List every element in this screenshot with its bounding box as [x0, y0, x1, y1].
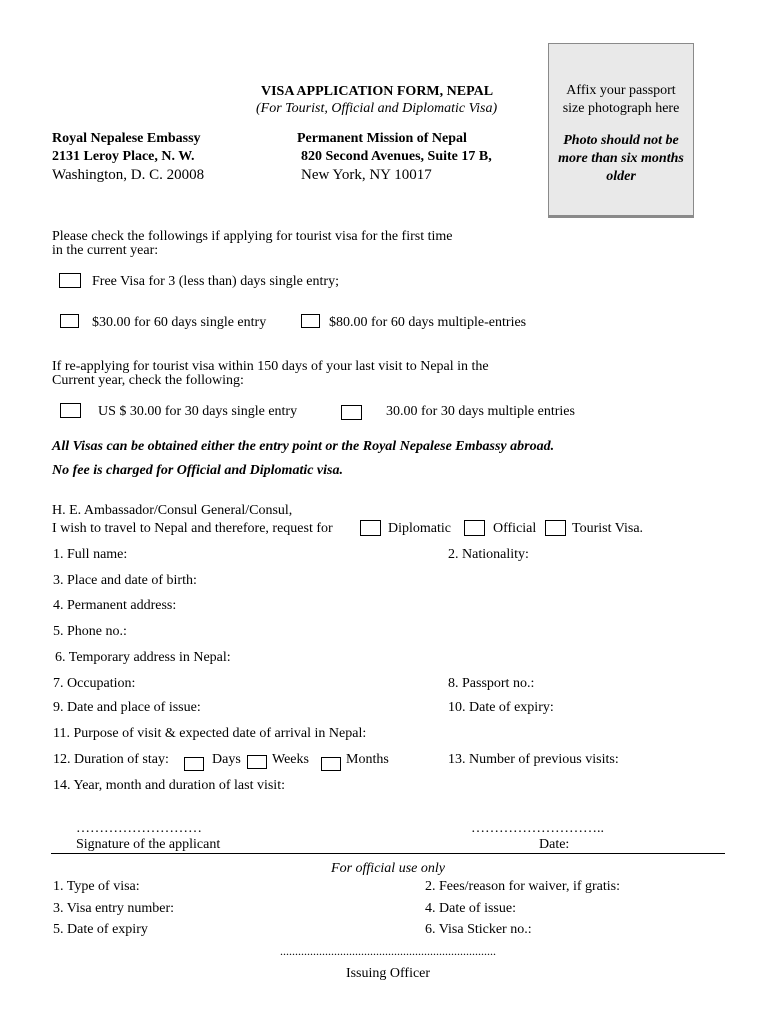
duration-weeks-checkbox[interactable] — [247, 755, 267, 769]
free-visa-label: Free Visa for 3 (less than) days single entry; — [92, 274, 339, 289]
official-label: Official — [493, 521, 537, 536]
embassy-city: Washington, D. C. 20008 — [52, 167, 205, 183]
signature-dots: ……………………… — [76, 821, 202, 836]
tourist-label: Tourist Visa. — [572, 521, 644, 536]
tourist-checkbox[interactable] — [545, 520, 566, 536]
date-label: Date: — [539, 837, 570, 852]
photo-note-2: more than six months — [558, 151, 684, 166]
mission-city: New York, NY 10017 — [301, 167, 432, 183]
reapply-single-label: US $ 30.00 for 30 days single entry — [98, 404, 298, 419]
salutation: H. E. Ambassador/Consul General/Consul, — [52, 503, 293, 518]
field-issue: 9. Date and place of issue: — [53, 700, 201, 715]
field-full-name: 1. Full name: — [53, 547, 128, 562]
field-duration: 12. Duration of stay: — [53, 752, 169, 767]
photo-instruction-1: Affix your passport — [566, 83, 676, 98]
visa-30-checkbox[interactable] — [60, 314, 79, 328]
reapply-multiple-checkbox[interactable] — [341, 405, 362, 420]
embassy-street: 2131 Leroy Place, N. W. — [52, 149, 195, 164]
note-no-fee: No fee is charged for Official and Diplomatic visa. — [52, 463, 343, 478]
official-entry-number: 3. Visa entry number: — [53, 901, 174, 916]
reapply-intro-1: If re-applying for tourist visa within 150 days of your last visit to Nepal in the — [52, 359, 489, 374]
visa-80-checkbox[interactable] — [301, 314, 320, 328]
field-passport-no: 8. Passport no.: — [448, 676, 535, 691]
duration-days-checkbox[interactable] — [184, 757, 204, 771]
diplomatic-label: Diplomatic — [388, 521, 451, 536]
field-previous-visits: 13. Number of previous visits: — [448, 752, 619, 767]
field-permanent-address: 4. Permanent address: — [53, 598, 177, 613]
photo-placeholder — [548, 43, 694, 218]
official-date-of-issue: 4. Date of issue: — [425, 901, 516, 916]
duration-weeks-label: Weeks — [272, 752, 309, 767]
diplomatic-checkbox[interactable] — [360, 520, 381, 536]
official-fees: 2. Fees/reason for waiver, if gratis: — [425, 879, 620, 894]
reapply-multiple-label: 30.00 for 30 days multiple entries — [386, 404, 575, 419]
free-visa-checkbox[interactable] — [59, 273, 81, 288]
request-text: I wish to travel to Nepal and therefore, request for — [52, 521, 333, 536]
field-nationality: 2. Nationality: — [448, 547, 529, 562]
field-occupation: 7. Occupation: — [53, 676, 136, 691]
form-title: VISA APPLICATION FORM, NEPAL — [261, 84, 494, 99]
photo-note-3: older — [606, 169, 636, 184]
photo-instruction-2: size photograph here — [562, 101, 680, 116]
reapply-single-checkbox[interactable] — [60, 403, 81, 418]
official-checkbox[interactable] — [464, 520, 485, 536]
field-phone: 5. Phone no.: — [53, 624, 127, 639]
field-birth: 3. Place and date of birth: — [53, 573, 197, 588]
field-expiry: 10. Date of expiry: — [448, 700, 554, 715]
official-use-heading: For official use only — [331, 861, 445, 876]
reapply-intro-2: Current year, check the following: — [52, 373, 244, 388]
embassy-name: Royal Nepalese Embassy — [52, 131, 201, 146]
signature-label: Signature of the applicant — [76, 837, 221, 852]
note-entry-point: All Visas can be obtained either the entry point or the Royal Nepalese Embassy abroad. — [52, 439, 555, 454]
official-date-of-expiry: 5. Date of expiry — [53, 922, 148, 937]
field-purpose: 11. Purpose of visit & expected date of arrival in Nepal: — [53, 726, 367, 741]
visa-30-label: $30.00 for 60 days single entry — [92, 315, 267, 330]
issuing-officer-label: Issuing Officer — [345, 966, 431, 981]
duration-days-label: Days — [212, 752, 241, 767]
first-time-intro-1: Please check the followings if applying for tourist visa for the first time — [52, 229, 453, 244]
form-subtitle: (For Tourist, Official and Diplomatic Visa) — [256, 101, 498, 116]
field-temporary-address: 6. Temporary address in Nepal: — [55, 650, 231, 665]
official-sticker-no: 6. Visa Sticker no.: — [425, 922, 532, 937]
mission-street: 820 Second Avenues, Suite 17 B, — [301, 149, 492, 164]
field-last-visit: 14. Year, month and duration of last visit: — [53, 778, 285, 793]
duration-months-checkbox[interactable] — [321, 757, 341, 771]
official-type-of-visa: 1. Type of visa: — [53, 879, 140, 894]
mission-name: Permanent Mission of Nepal — [297, 131, 467, 146]
duration-months-label: Months — [346, 752, 389, 767]
visa-80-label: $80.00 for 60 days multiple-entries — [329, 315, 527, 330]
first-time-intro-2: in the current year: — [52, 243, 159, 258]
date-dots: ……………………….. — [471, 821, 604, 836]
photo-note-1: Photo should not be — [563, 133, 679, 148]
officer-dots: ........................................................................ — [280, 944, 496, 958]
divider-line — [51, 853, 725, 854]
